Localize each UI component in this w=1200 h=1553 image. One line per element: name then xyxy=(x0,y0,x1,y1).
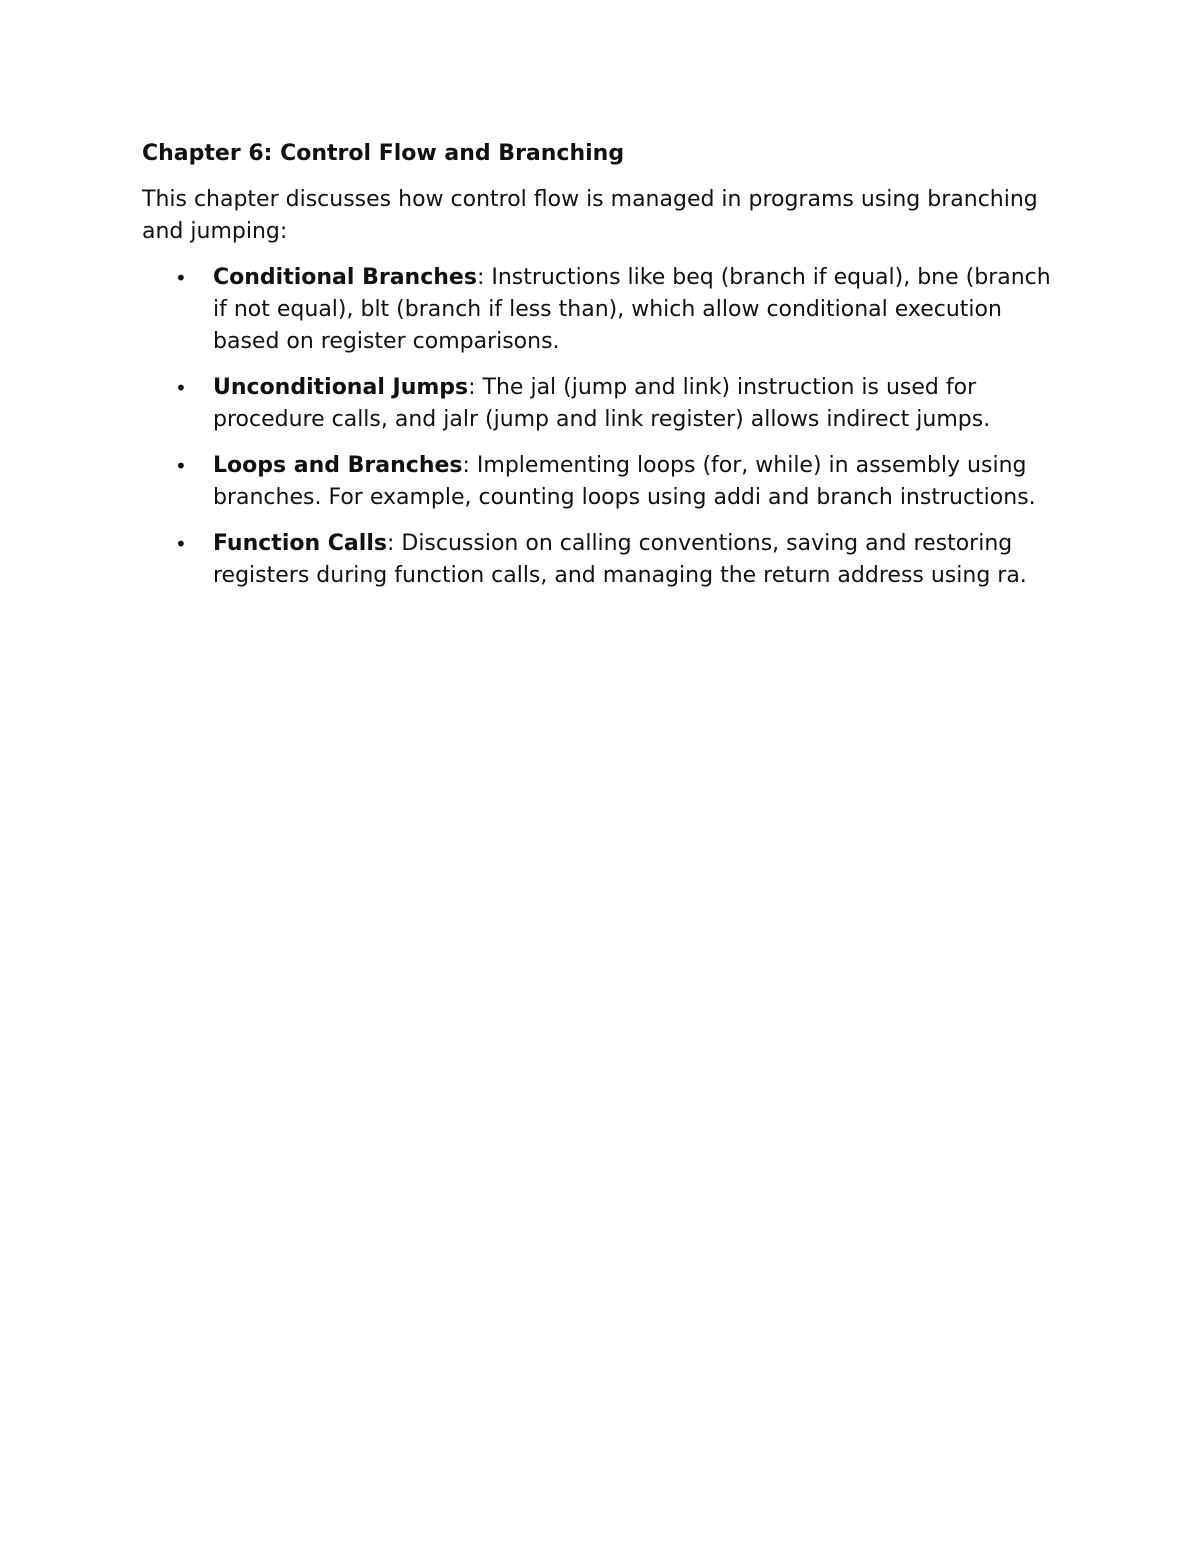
item-text: : Implementing loops (for, while) in assembly using branches. For example, counting loops using addi and branch instructions. xyxy=(213,453,1036,510)
item-text: : The jal (jump and link) instruction is used for procedure calls, and jalr (jump and link register) allows indirect jumps. xyxy=(213,375,991,432)
bullet-icon: • xyxy=(175,454,187,478)
bullet-icon: • xyxy=(175,266,187,290)
item-term: Conditional Branches xyxy=(213,265,477,290)
document-page xyxy=(142,138,1062,606)
item-text: : Discussion on calling conventions, saving and restoring registers during function calls, and managing the return address using ra. xyxy=(213,531,1027,588)
list-item xyxy=(142,372,1062,436)
item-term: Loops and Branches xyxy=(213,453,463,478)
list-item xyxy=(142,262,1062,358)
bullet-icon: • xyxy=(175,532,187,556)
chapter-heading: Chapter 6: Control Flow and Branching xyxy=(142,141,625,166)
topic-list xyxy=(142,262,1062,592)
list-item xyxy=(142,450,1062,514)
bullet-icon: • xyxy=(175,376,187,400)
item-term: Function Calls xyxy=(213,531,387,556)
intro-paragraph: This chapter discusses how control flow is managed in programs using branching and jumping: xyxy=(142,187,1038,244)
item-text: : Instructions like beq (branch if equal), bne (branch if not equal), blt (branch if less than), which allow conditional execution based on register comparisons. xyxy=(213,265,1051,354)
list-item xyxy=(142,528,1062,592)
item-term: Unconditional Jumps xyxy=(213,375,469,400)
